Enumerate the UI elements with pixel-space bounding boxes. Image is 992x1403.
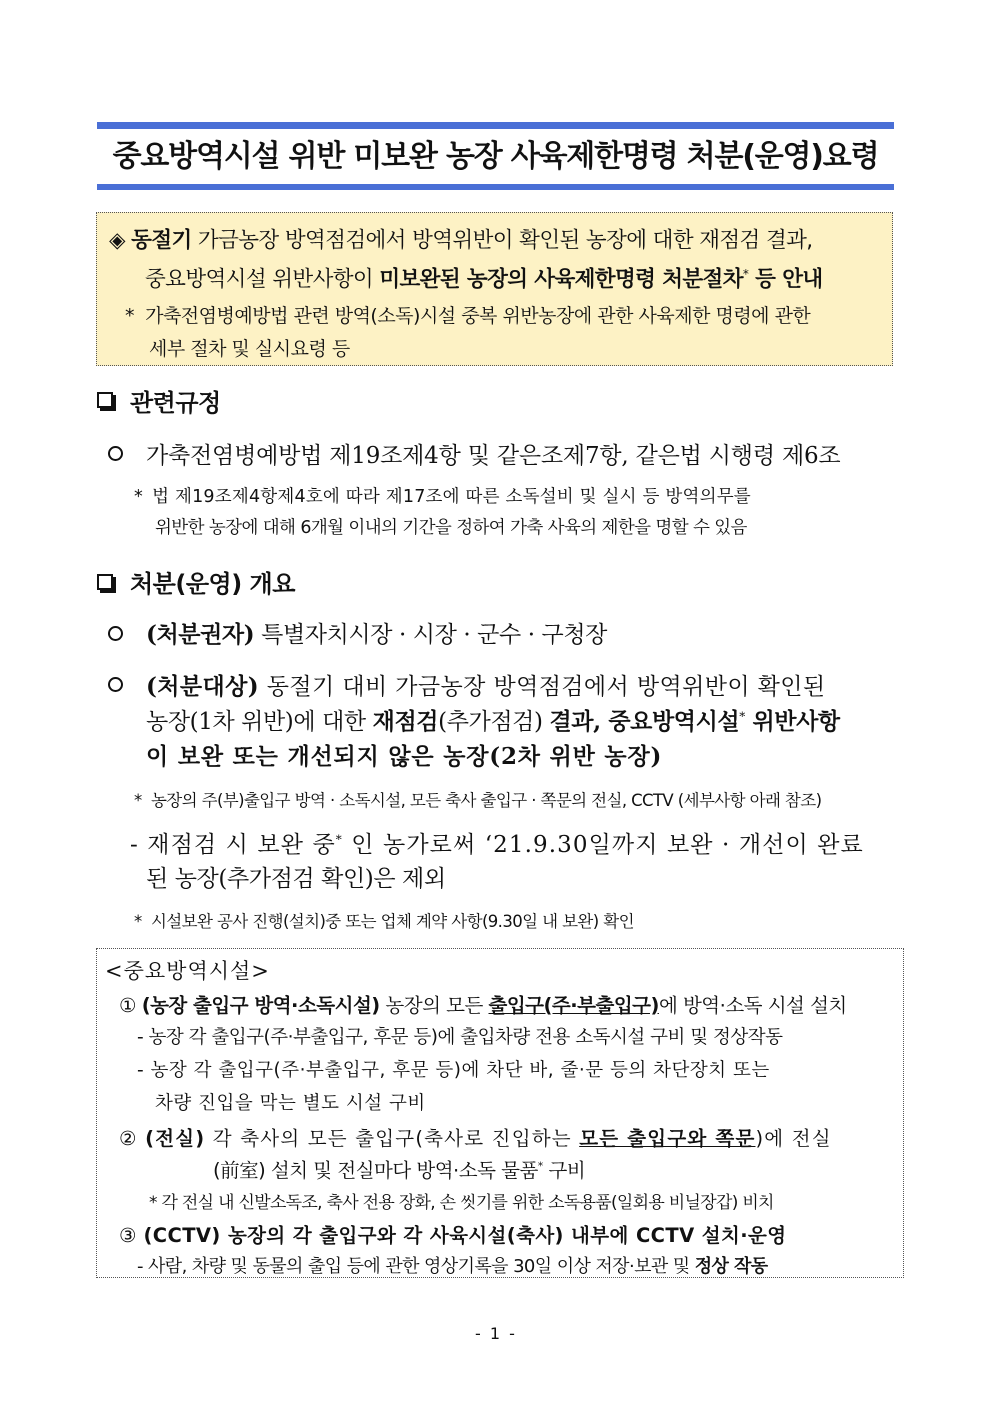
facility-item-2-detail-a: (前室) 설치 및 전실마다 방역·소독 물품 [213, 1159, 538, 1182]
facility-heading: <중요방역시설> [105, 959, 270, 983]
summary-box [96, 212, 893, 366]
target-note-1-text: 농장의 주(부)출입구 방역 · 소독시설, 모든 축사 출입구 · 쪽문의 전실, CCTV (세부사항 아래 참조) [150, 791, 822, 810]
title-rule-top [97, 122, 894, 129]
section-title-overview: 처분(운영) 개요 [130, 570, 295, 598]
target-line-2-a: 농장(1차 위반)에 대한 [146, 709, 373, 735]
facility-item-1-label: (농장 출입구 방역·소독시설) [141, 994, 380, 1017]
target-line-2-e: 위반사항 [744, 708, 840, 735]
facility-item-2-detail [213, 1155, 585, 1183]
exclusion-line-1-a: 재점검 시 보완 중 [147, 832, 336, 858]
summary-note-star: * [125, 305, 134, 327]
facility-item-3-label: (CCTV) [143, 1224, 221, 1247]
facility-item-3-detail-a: - 사람, 차량 및 동물의 출입 등에 관한 영상기록을 30일 이상 저장·보관 및 [137, 1256, 695, 1277]
circle-bullet-icon [108, 626, 123, 641]
facility-item-1-detail-2b: 차량 진입을 막는 별도 시설 구비 [155, 1093, 426, 1114]
facility-item-2-note: * 각 전실 내 신발소독조, 축사 전용 장화, 손 씻기를 위한 소독용품(일회용 비닐장갑) 비치 [149, 1193, 774, 1213]
summary-line-1 [109, 223, 813, 254]
regulation-item: 가축전염병예방법 제19조제4항 및 같은조제7항, 같은법 시행령 제6조 [146, 443, 841, 469]
facility-box [96, 948, 904, 1278]
summary-note-2: 세부 절차 및 실시요령 등 [149, 338, 350, 360]
target-line-1 [146, 668, 826, 701]
exclusion-note [134, 908, 634, 932]
summary-line-2 [145, 262, 823, 293]
summary-line-2-bold: 미보완된 농장의 사육제한명령 처분절차 [379, 267, 743, 292]
circled-number-3: ③ [119, 1224, 137, 1247]
facility-item-2-label: (전실) [145, 1127, 206, 1150]
section-square-icon [97, 392, 113, 408]
diamond-bullet-icon: ◈ [109, 228, 125, 253]
exclusion-sup: * [335, 832, 343, 847]
facility-item-2-c: )에 전실 [755, 1127, 832, 1150]
summary-line-2-bold2: 등 안내 [748, 267, 823, 292]
circle-bullet-icon [108, 677, 123, 692]
facility-item-3-a: 농장의 각 출입구와 각 사육시설(축사) 내부에 CCTV 설치·운영 [220, 1224, 787, 1247]
title-rule-bottom [97, 184, 894, 190]
facility-item-3-detail [137, 1252, 768, 1278]
regulation-note-1 [134, 483, 751, 508]
target-label: (처분대상) [146, 673, 260, 700]
exclusion-note-text: 시설보완 공사 진행(설치)중 또는 업체 계약 사항(9.30일 내 보완) 확인 [150, 912, 634, 931]
target-note-star: * [134, 791, 142, 810]
exclusion-note-star: * [134, 912, 142, 931]
circle-bullet-icon [108, 446, 123, 461]
target-line-2 [146, 703, 840, 736]
target-line-2-b: 재점검 [372, 708, 439, 735]
summary-note-1 [125, 301, 810, 328]
target-line-2-c: (추가점검) [438, 709, 550, 735]
exclusion-line-1 [130, 826, 864, 859]
target-line-2-d: 결과, 중요방역시설 [549, 708, 740, 735]
facility-item-2-b: 모든 출입구와 쪽문 [579, 1127, 756, 1150]
circled-number-1: ① [119, 994, 136, 1017]
exclusion-line-2: 된 농장(추가점검 확인)은 제외 [146, 866, 446, 892]
circled-number-2: ② [119, 1127, 138, 1150]
facility-item-3-detail-b: 정상 작동 [694, 1256, 768, 1277]
facility-item-2 [119, 1123, 832, 1151]
section-title-regulations: 관련규정 [130, 389, 221, 417]
facility-item-1-detail-2a: - 농장 각 출입구(주·부출입구, 후문 등)에 차단 바, 줄·문 등의 차단장치 또는 [137, 1060, 770, 1081]
facility-item-2-detail-b: 구비 [542, 1159, 586, 1182]
authority-item [146, 616, 607, 649]
summary-season: 동절기 [131, 228, 192, 253]
dash-bullet: - [130, 832, 139, 858]
authority-label: (처분권자) [146, 621, 255, 648]
facility-item-1-b: 출입구(주·부출입구) [488, 994, 659, 1017]
target-line-3: 이 보완 또는 개선되지 않은 농장(2차 위반 농장) [146, 743, 663, 770]
facility-item-1-detail-1: - 농장 각 출입구(주·부출입구, 후문 등)에 출입차량 전용 소독시설 구비 및 정상작동 [137, 1027, 783, 1048]
regulation-note-2: 위반한 농장에 대해 6개월 이내의 기간을 정하여 가축 사육의 제한을 명할 수 있음 [155, 518, 747, 538]
section-square-icon [97, 574, 113, 590]
facility-item-1-c: 에 방역·소독 시설 설치 [658, 994, 847, 1017]
target-sup: * [739, 709, 745, 724]
page-number: - 1 - [475, 1324, 517, 1343]
regulation-note-1-text: 법 제19조제4항제4호에 따라 제17조에 따른 소독설비 및 실시 등 방역의무를 [152, 487, 751, 507]
regulation-note-star: * [134, 487, 143, 507]
target-note-1 [134, 787, 821, 811]
facility-item-1-a: 농장의 모든 [379, 994, 489, 1017]
target-line-1-text: 동절기 대비 가금농장 방역점검에서 방역위반이 확인된 [259, 674, 826, 700]
facility-item-2-a: 각 축사의 모든 출입구(축사로 진입하는 [205, 1127, 580, 1150]
facility-item-2-sup: * [537, 1159, 543, 1173]
authority-text: 특별자치시장 · 시장 · 군수 · 구청장 [254, 622, 607, 648]
summary-line-2-text: 중요방역시설 위반사항이 [145, 267, 380, 292]
summary-sup: * [742, 266, 749, 281]
exclusion-line-1-b: 인 농가로써 ‘21.9.30일까지 보완 · 개선이 완료 [342, 832, 864, 858]
facility-item-3 [119, 1220, 787, 1248]
facility-item-1 [119, 990, 847, 1018]
page-title: 중요방역시설 위반 미보완 농장 사육제한명령 처분(운영)요령 [112, 139, 879, 174]
summary-note-1-text: 가축전염병예방법 관련 방역(소독)시설 중복 위반농장에 관한 사육제한 명령에 관한 [145, 305, 811, 327]
summary-line-1-text: 가금농장 방역점검에서 방역위반이 확인된 농장에 대한 재점검 결과, [191, 228, 813, 253]
